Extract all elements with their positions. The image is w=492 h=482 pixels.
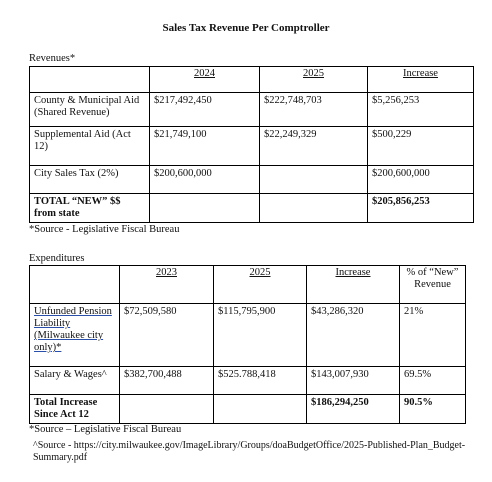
expenditures-header-percent: % of “New” Revenue bbox=[400, 266, 466, 304]
table-row-total bbox=[30, 194, 474, 223]
cell-2025 bbox=[260, 166, 368, 194]
cell-2024: $217,492,450 bbox=[150, 93, 260, 127]
cell-2024: $21,749,100 bbox=[150, 127, 260, 166]
document-title: Sales Tax Revenue Per Comptroller bbox=[162, 22, 330, 34]
revenues-header-row bbox=[30, 67, 474, 93]
table-row bbox=[30, 127, 474, 166]
cell-2025 bbox=[260, 194, 368, 223]
expenditures-table bbox=[29, 265, 466, 424]
expenditures-header-increase: Increase bbox=[307, 266, 400, 304]
cell-2024 bbox=[150, 194, 260, 223]
expenditures-header-label bbox=[30, 266, 120, 304]
row-label: Supplemental Aid (Act 12) bbox=[30, 127, 150, 166]
cell-2025: $222,748,703 bbox=[260, 93, 368, 127]
revenues-header-label bbox=[30, 67, 150, 93]
table-row bbox=[30, 367, 466, 395]
expenditures-label: Expenditures bbox=[29, 253, 85, 264]
revenues-source: *Source - Legislative Fiscal Bureau bbox=[29, 224, 180, 235]
cell-2023: $382,700,488 bbox=[120, 367, 214, 395]
cell-increase: $186,294,250 bbox=[307, 395, 400, 424]
revenues-label: Revenues* bbox=[29, 53, 76, 64]
row-label: TOTAL “NEW” $$ from state bbox=[30, 194, 150, 223]
revenues-header-2024: 2024 bbox=[150, 67, 260, 93]
cell-increase: $200,600,000 bbox=[368, 166, 474, 194]
row-label: Salary & Wages^ bbox=[30, 367, 120, 395]
cell-percent: 69.5% bbox=[400, 367, 466, 395]
expenditures-source-1: *Source – Legislative Fiscal Bureau bbox=[29, 424, 182, 435]
table-row bbox=[30, 93, 474, 127]
cell-percent: 90.5% bbox=[400, 395, 466, 424]
expenditures-header-2025: 2025 bbox=[214, 266, 307, 304]
expenditures-source-2: ^Source - https://city.milwaukee.gov/ImageLibrary/Groups/doaBudgetOffice/2025-Published-Plan_Budget-Summary.pdf bbox=[33, 440, 466, 463]
table-row bbox=[30, 304, 466, 367]
revenues-table bbox=[29, 66, 474, 223]
cell-2025: $115,795,900 bbox=[214, 304, 307, 367]
row-label: City Sales Tax (2%) bbox=[30, 166, 150, 194]
cell-increase: $205,856,253 bbox=[368, 194, 474, 223]
cell-2025 bbox=[214, 395, 307, 424]
revenues-header-increase: Increase bbox=[368, 67, 474, 93]
table-row bbox=[30, 166, 474, 194]
cell-increase: $43,286,320 bbox=[307, 304, 400, 367]
cell-2025: $525.788,418 bbox=[214, 367, 307, 395]
cell-increase: $500,229 bbox=[368, 127, 474, 166]
expenditures-header-2023: 2023 bbox=[120, 266, 214, 304]
cell-2023 bbox=[120, 395, 214, 424]
cell-2025: $22,249,329 bbox=[260, 127, 368, 166]
row-label: Total Increase Since Act 12 bbox=[30, 395, 120, 424]
row-label: County & Municipal Aid (Shared Revenue) bbox=[30, 93, 150, 127]
row-label: Unfunded Pension Liability (Milwaukee city only)* bbox=[30, 304, 120, 367]
cell-increase: $143,007,930 bbox=[307, 367, 400, 395]
table-row-total bbox=[30, 395, 466, 424]
cell-2024: $200,600,000 bbox=[150, 166, 260, 194]
expenditures-header-row bbox=[30, 266, 466, 304]
cell-increase: $5,256,253 bbox=[368, 93, 474, 127]
revenues-header-2025: 2025 bbox=[260, 67, 368, 93]
cell-percent: 21% bbox=[400, 304, 466, 367]
cell-2023: $72,509,580 bbox=[120, 304, 214, 367]
